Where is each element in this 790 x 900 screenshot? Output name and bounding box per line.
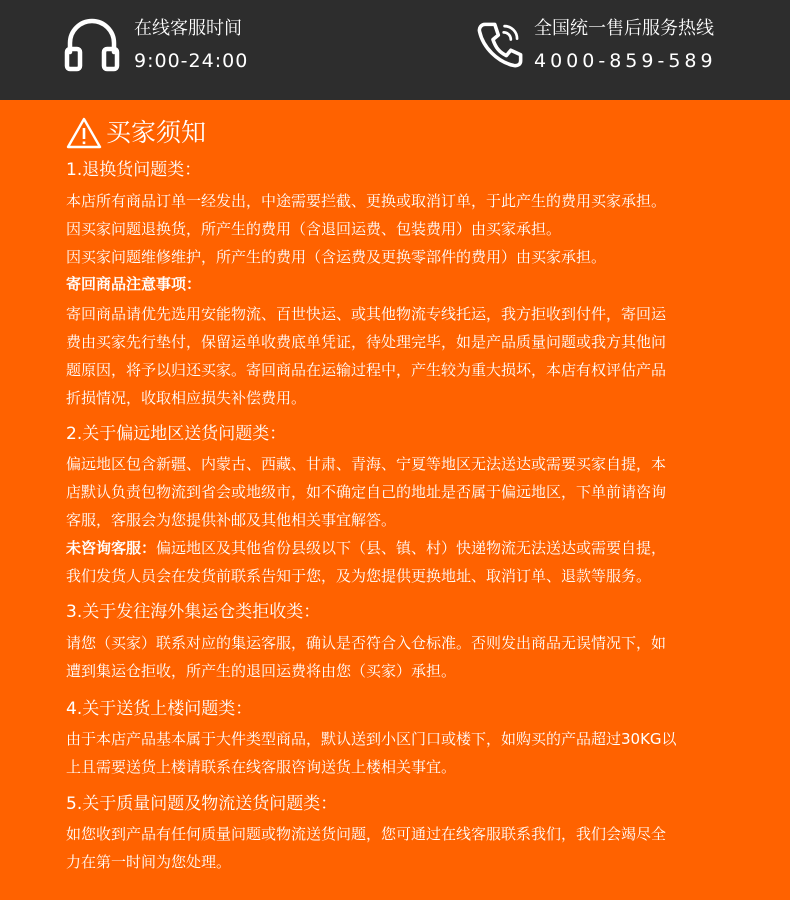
phone-icon xyxy=(476,16,526,72)
return-notes-line-3: 题原因，将予以归还买家。寄回商品在运输过程中，产生较为重大损坏，本店有权评估产品 xyxy=(66,361,667,379)
section-3-line-1: 请您（买家）联系对应的集运客服，确认是否符合入仓标准。否则发出商品无误情况下，如 xyxy=(66,634,667,652)
return-notes-heading: 寄回商品注意事项： xyxy=(66,275,202,293)
section-1-line-2: 因买家问题退换货，所产生的费用（含退回运费、包装费用）由买家承担。 xyxy=(66,220,562,238)
section-3-line-2: 遭到集运仓拒收，所产生的退回运费将由您（买家）承担。 xyxy=(66,662,457,680)
section-4-line-2: 上且需要送货上楼请联系在线客服咨询送货上楼相关事宜。 xyxy=(66,758,457,776)
no-consult-label: 未咨询客服： xyxy=(66,539,157,557)
section-5-line-1: 如您收到产品有任何质量问题或物流送货问题，您可通过在线客服联系我们，我们会竭尽全 xyxy=(66,825,667,843)
section-2-line-1: 偏远地区包含新疆、内蒙古、西藏、甘肃、青海、宁夏等地区无法送达或需要买家自提，本 xyxy=(66,455,667,473)
return-notes-line-4: 折损情况，收取相应损失补偿费用。 xyxy=(66,389,307,407)
section-1-line-3: 因买家问题维修维护，所产生的费用（含运费及更换零部件的费用）由买家承担。 xyxy=(66,248,607,266)
section-2-line-2: 店默认负责包物流到省会或地级市，如不确定自己的地址是否属于偏远地区，下单前请咨询 xyxy=(66,483,667,501)
return-notes-line-1: 寄回商品请优先选用安能物流、百世快运、或其他物流专线托运，我方拒收到付件，寄回运 xyxy=(66,305,667,323)
section-4-heading: 4.关于送货上楼问题类： xyxy=(66,699,253,719)
section-4-line-1: 由于本店产品基本属于大件类型商品，默认送到小区门口或楼下，如购买的产品超过30KG以 xyxy=(66,730,677,748)
section-2-heading: 2.关于偏远地区送货问题类： xyxy=(66,424,287,444)
return-notes-line-2: 费由买家先行垫付，保留运单收费底单凭证，待处理完毕，如是产品质量问题或我方其他问 xyxy=(66,333,667,351)
no-consult-text: 偏远地区及其他省份县级以下（县、镇、村）快递物流无法送达或需要自提， xyxy=(156,539,667,557)
section-5-heading: 5.关于质量问题及物流送货问题类： xyxy=(66,794,338,814)
section-1-heading: 1.退换货问题类： xyxy=(66,160,202,180)
section-5-line-2: 力在第一时间为您处理。 xyxy=(66,853,232,871)
top-bar xyxy=(0,0,790,100)
section-1-line-1: 本店所有商品订单一经发出，中途需要拦截、更换或取消订单，于此产生的费用买家承担。 xyxy=(66,192,667,210)
section-3-heading: 3.关于发往海外集运仓类拒收类： xyxy=(66,602,321,622)
section-2-line-4 xyxy=(66,534,730,563)
notice-title: 买家须知 xyxy=(106,118,207,147)
section-2-line-3: 客服，客服会为您提供补邮及其他相关事宜解答。 xyxy=(66,511,397,529)
service-hours-value: 9:00-24:00 xyxy=(134,50,249,72)
section-2-line-5: 我们发货人员会在发货前联系告知于您，及为您提供更换地址、取消订单、退款等服务。 xyxy=(66,567,652,585)
headset-icon xyxy=(64,16,120,72)
warning-icon xyxy=(66,117,102,149)
hotline-number[interactable]: 4000-859-589 xyxy=(534,50,717,72)
notice-title-row xyxy=(66,116,206,150)
hotline-label: 全国统一售后服务热线 xyxy=(534,18,714,39)
service-hours-label: 在线客服时间 xyxy=(134,18,242,39)
